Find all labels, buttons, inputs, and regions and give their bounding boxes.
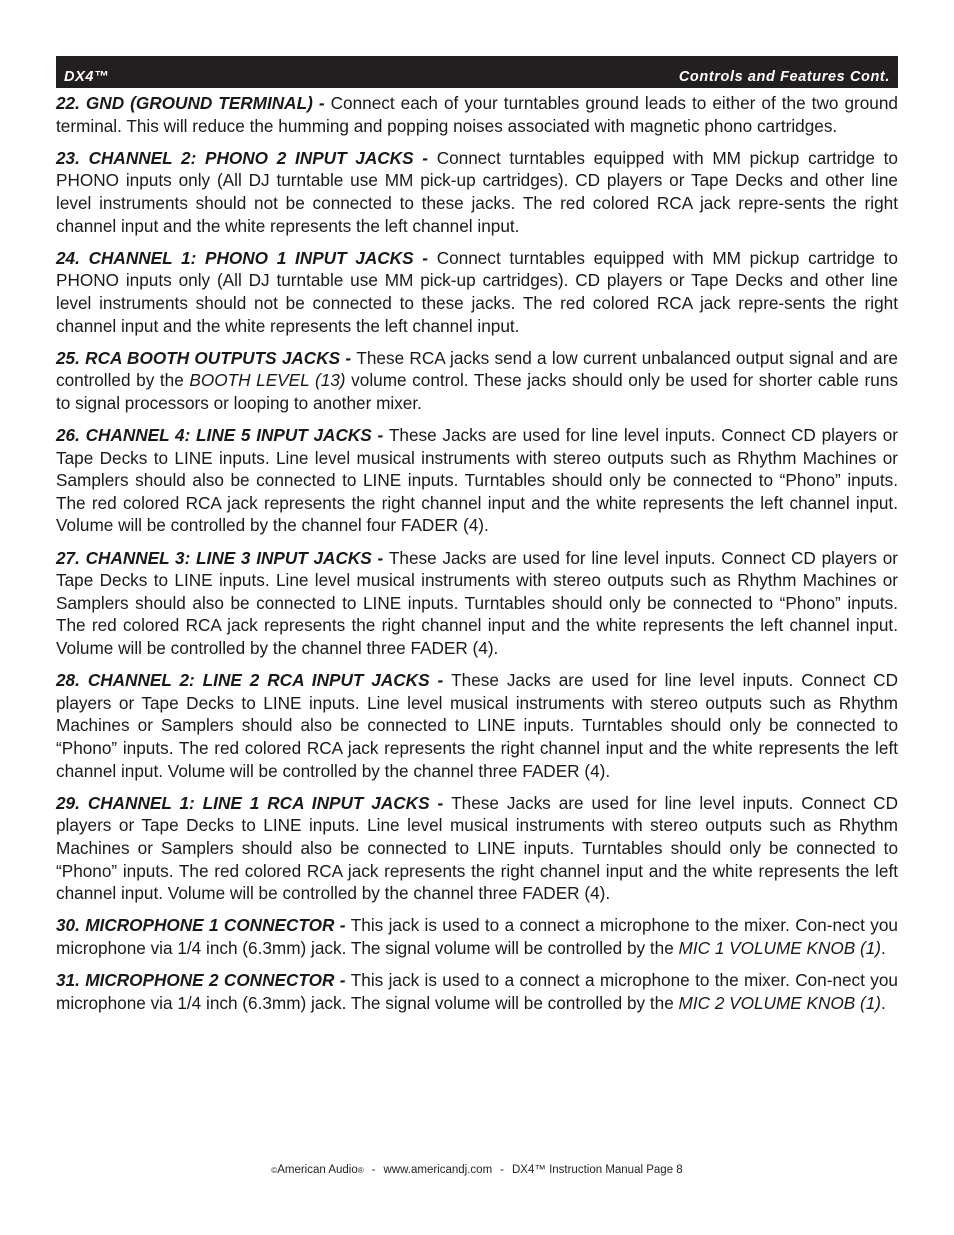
item-heading: 30. MICROPHONE 1 CONNECTOR - (56, 915, 351, 936)
item-heading: 31. MICROPHONE 2 CONNECTOR - (56, 970, 351, 991)
item-heading: 22. GND (GROUND TERMINAL) - (56, 93, 331, 113)
section-title: Controls and Features Cont. (678, 69, 890, 85)
item-heading: 28. CHANNEL 2: LINE 2 RCA INPUT JACKS - (56, 670, 452, 691)
item-text: Connect turntables equipped with MM pickup cartridge to PHONO inputs only (All DJ turntable use MM pick-up cartridges). CD players or Tape Decks and other line level instruments should not be connected to these jacks. The red colored RCA jack repre-sents the right channel input and the white represents the left channel input. (56, 147, 898, 236)
item-text: . (881, 937, 886, 958)
item-30 (56, 914, 898, 959)
item-text: These RCA jacks send a low current unbalanced output signal and are controlled by the (56, 347, 898, 391)
item-27 (56, 547, 898, 660)
item-24 (56, 247, 898, 337)
item-heading: 23. CHANNEL 2: PHONO 2 INPUT JACKS - (56, 147, 437, 168)
item-text: . (881, 992, 886, 1013)
footer-page-info: DX4™ Instruction Manual Page 8 (512, 1164, 683, 1176)
footer-website: www.americandj.com (383, 1164, 493, 1176)
item-23 (56, 147, 898, 237)
document-body (56, 92, 898, 1024)
registered-symbol: ® (357, 1166, 364, 1175)
item-heading: 29. CHANNEL 1: LINE 1 RCA INPUT JACKS - (56, 792, 452, 813)
item-heading: 27. CHANNEL 3: LINE 3 INPUT JACKS - (56, 547, 389, 568)
item-text: Connect each of your turntables ground leads to either of the two ground terminal. This will reduce the humming and popping noises associated with magnetic phono cartridges. (56, 93, 898, 136)
page-footer (0, 1164, 954, 1176)
item-heading: 26. CHANNEL 4: LINE 5 INPUT JACKS - (56, 425, 389, 446)
item-28 (56, 669, 898, 782)
item-reference: MIC 1 VOLUME KNOB (1) (678, 937, 882, 958)
item-text: This jack is used to a connect a microphone to the mixer. Con-nect you microphone via 1/4 inch (6.3mm) jack. The signal volume will be controlled by the (56, 915, 898, 958)
footer-brand: American Audio (277, 1164, 358, 1176)
item-heading: 24. CHANNEL 1: PHONO 1 INPUT JACKS - (56, 247, 437, 268)
footer-separator: - (500, 1164, 504, 1176)
item-reference: MIC 2 VOLUME KNOB (1) (678, 992, 882, 1013)
item-26 (56, 424, 898, 537)
item-text: These Jacks are used for line level inputs. Connect CD players or Tape Decks to LINE inputs. Line level musical instruments with stereo outputs such as Rhythm Machines or Samplers should also be connected to LINE inputs. Turntables should only be connected to “Phono” inputs. The red colored RCA jack represents the right channel input and the white represents the left channel input. Volume will be controlled by the channel three FADER (4). (56, 792, 898, 904)
product-name: DX4™ (64, 69, 110, 85)
copyright-symbol: © (271, 1166, 278, 1175)
item-text: These Jacks are used for line level inputs. Connect CD players or Tape Decks to LINE inputs. Line level musical instruments with stereo outputs such as Rhythm Machines or Samplers should also be connected to LINE inputs. Turntables should only be connected to “Phono” inputs. The red colored RCA jack represents the right channel input and the white represents the left channel input. Volume will be controlled by the channel three FADER (4). (56, 670, 898, 781)
item-heading: 25. RCA BOOTH OUTPUTS JACKS - (56, 347, 357, 368)
section-header-bar (56, 56, 898, 88)
item-25 (56, 347, 898, 415)
item-text: Connect turntables equipped with MM pickup cartridge to PHONO inputs only (All DJ turntable use MM pick-up cartridges). CD players or Tape Decks and other line level instruments should not be connected to these jacks. The red colored RCA jack repre-sents the right channel input and the white represents the left channel input. (56, 247, 898, 336)
item-text: This jack is used to a connect a microphone to the mixer. Con-nect you microphone via 1/4 inch (6.3mm) jack. The signal volume will be controlled by the (56, 970, 898, 1013)
item-reference: BOOTH LEVEL (13) (189, 370, 346, 391)
item-text: These Jacks are used for line level inputs. Connect CD players or Tape Decks to LINE inputs. Line level musical instruments with stereo outputs such as Rhythm Machines or Samplers should also be connected to LINE inputs. Turntables should only be connected to “Phono” inputs. The red colored RCA jack represents the right channel input and the white represents the left channel input. Volume will be controlled by the channel three FADER (4). (56, 547, 898, 659)
footer-separator: - (371, 1164, 376, 1176)
item-29 (56, 792, 898, 905)
item-text: volume control. These jacks should only be used for shorter cable runs to signal processors or looping to another mixer. (56, 370, 898, 413)
item-text: These Jacks are used for line level inputs. Connect CD players or Tape Decks to LINE inputs. Line level musical instruments with stereo outputs such as Rhythm Machines or Samplers should also be connected to LINE inputs. Turntables should only be connected to “Phono” inputs. The red colored RCA jack represents the right channel input and the white represents the left channel input. Volume will be controlled by the channel four FADER (4). (56, 425, 898, 536)
item-22 (56, 92, 898, 137)
item-31 (56, 969, 898, 1014)
